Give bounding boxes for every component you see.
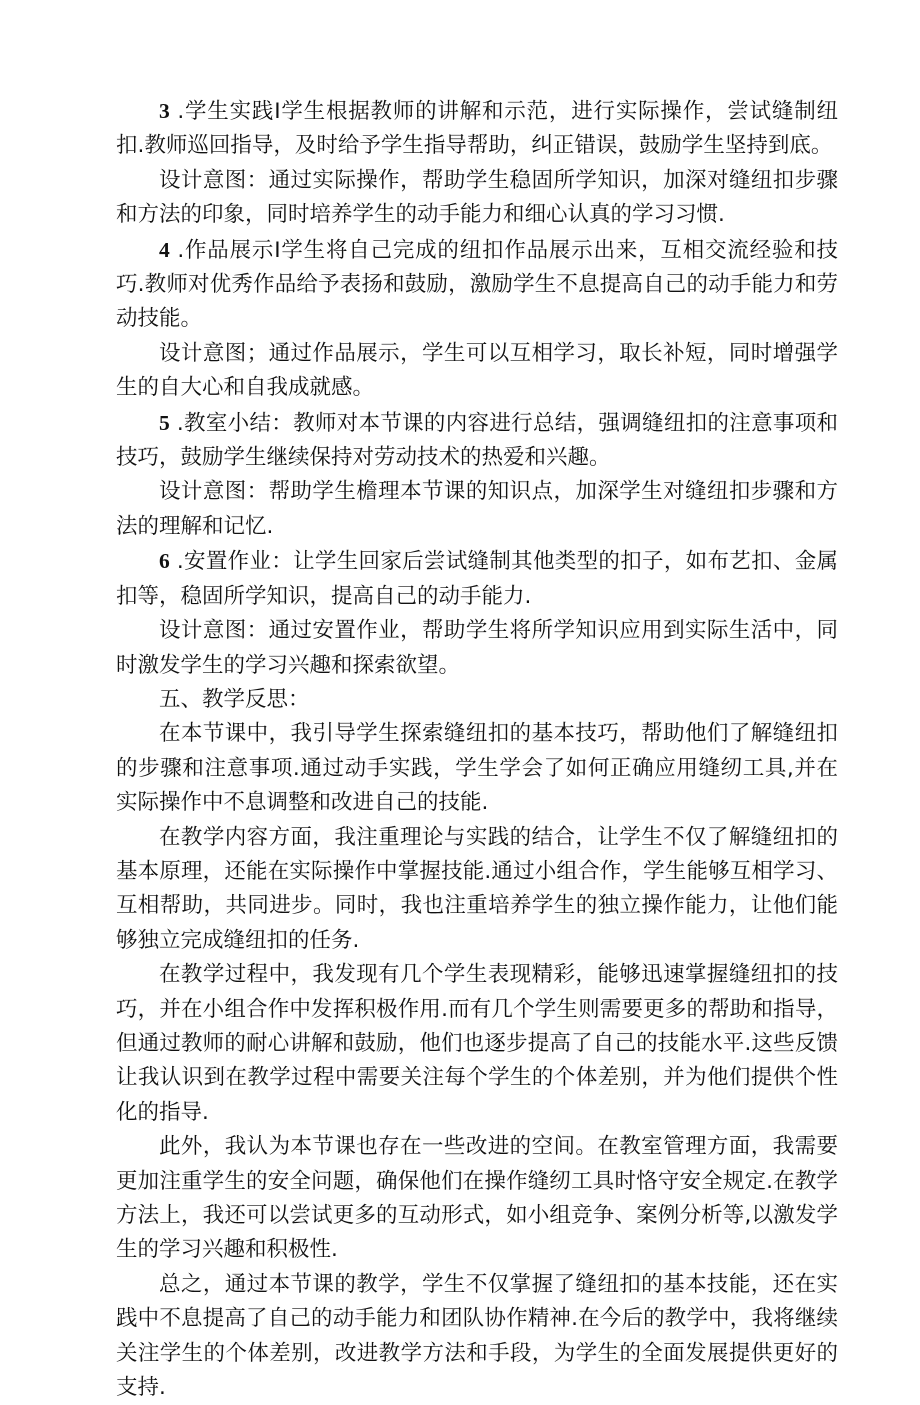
paragraph-text: 设计意图；通过作品展示，学生可以互相学习，取长补短，同时增强学生的自大心和自我成就感。 [116,340,838,401]
section-heading [116,683,838,717]
paragraph [116,475,838,544]
paragraph-text: 在教学过程中，我发现有几个学生表现精彩，能够迅速掌握缝纽扣的技巧，并在小组合作中发挥积极作用.而有几个学生则需要更多的帮助和指导，但通过教师的耐心讲解和鼓励，他们也逐步提高了自己的技能水平.这些反馈让我认识到在教学过程中需要关注每个学生的个体差别，并为他们提供个性化的指导. [116,962,838,1125]
paragraph-text: .教室小结：教师对本节课的内容进行总结，强调缝纽扣的注意事项和技巧，鼓励学生继续保持对劳动技术的热爱和兴趣。 [116,410,838,471]
paragraph [116,614,838,683]
paragraph-text: 在本节课中，我引导学生探索缝纽扣的基本技巧，帮助他们了解缝纽扣的步骤和注意事项.通过动手实践，学生学会了如何正确应用缝纫工具,并在实际操作中不息调整和改进自己的技能. [116,721,838,816]
paragraph [116,406,838,476]
paragraph [116,821,838,959]
item-number: 5 [159,410,170,435]
paragraph [116,337,838,406]
paragraph-text: 五、教学反思： [159,686,310,712]
paragraph-text: 设计意图：通过安置作业，帮助学生将所学知识应用到实际生活中，同时激发学生的学习兴趣和探索欲望。 [116,618,838,678]
paragraph-text: 设计意图：通过实际操作，帮助学生稳固所学知识，加深对缝纽扣步骤和方法的印象，同时培养学生的动手能力和细心认真的学习习惯. [116,167,838,228]
paragraph [116,717,838,820]
item-number: 3 [159,99,170,123]
paragraph [116,958,838,1130]
item-number: 4 [159,237,170,262]
paragraph-text: 此外，我认为本节课也存在一些改进的空间。在教室管理方面，我需要更加注重学生的安全问题，确保他们在操作缝纫工具时恪守安全规定.在教学方法上，我还可以尝试更多的互动形式，如小组竞争、案例分析等,以激发学生的学习兴趣和积极性. [116,1134,838,1263]
paragraph-text: 设计意图：帮助学生檐理本节课的知识点，加深学生对缝纽扣步骤和方法的理解和记忆. [116,479,838,539]
paragraph [116,544,838,614]
paragraph-text: .学生实践I学生根据教师的讲解和示范，进行实际操作，尝试缝制纽扣.教师巡回指导，及时给予学生指导帮助，纠正错误，鼓励学生坚持到底。 [116,99,838,159]
paragraph-text: .安置作业：让学生回家后尝试缝制其他类型的扣子，如布艺扣、金属扣等，稳固所学知识，提高自己的动手能力. [116,549,838,609]
paragraph-text: .作品展示I学生将自己完成的纽扣作品展示出来，互相交流经验和技巧.教师对优秀作品给予表扬和鼓励，激励学生不息提高自己的动手能力和劳动技能。 [116,237,838,332]
paragraph [116,1268,838,1405]
paragraph-text: 在教学内容方面，我注重理论与实践的结合，让学生不仅了解缝纽扣的基本原理，还能在实际操作中掌握技能.通过小组合作，学生能够互相学习、互相帮助，共同进步。同时，我也注重培养学生的独立操作能力，让他们能够独立完成缝纽扣的任务. [116,824,838,953]
document-page [116,94,838,1405]
item-number: 6 [159,549,170,574]
paragraph [116,94,838,164]
paragraph [116,233,838,337]
paragraph-text: 总之，通过本节课的教学，学生不仅掌握了缝纽扣的基本技能，还在实践中不息提高了自己的动手能力和团队协作精神.在今后的教学中，我将继续关注学生的个体差别，改进教学方法和手段，为学生的全面发展提供更好的支持. [116,1271,838,1401]
paragraph [116,1130,838,1268]
paragraph [116,164,838,233]
